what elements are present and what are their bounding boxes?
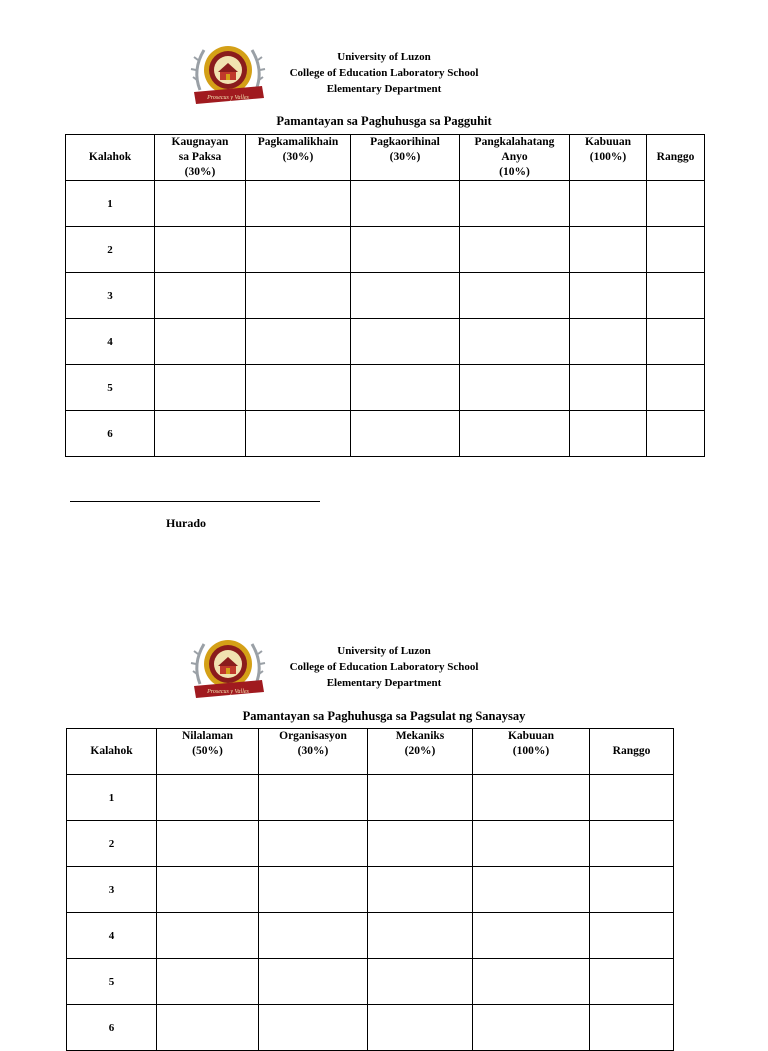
score-cell[interactable] [460, 365, 570, 411]
score-cell[interactable] [157, 775, 259, 821]
score-cell[interactable] [259, 913, 368, 959]
rank-cell[interactable] [647, 273, 705, 319]
column-header [368, 729, 473, 775]
total-cell[interactable] [570, 181, 647, 227]
signature-label: Hurado [166, 516, 207, 530]
column-header-text: Pangkalahatang Anyo (10%) [474, 136, 555, 178]
rank-cell[interactable] [647, 319, 705, 365]
rank-cell[interactable] [590, 1005, 674, 1051]
score-cell[interactable] [155, 273, 246, 319]
total-cell[interactable] [473, 913, 590, 959]
column-header-text: Kabuuan (100%) [507, 730, 555, 757]
table-row [66, 411, 705, 457]
college-name: College of Education Laboratory School [289, 661, 479, 673]
column-header [351, 135, 460, 181]
score-cell[interactable] [351, 319, 460, 365]
table-row [67, 913, 674, 959]
participant-number: 3 [67, 867, 157, 913]
participant-number: 6 [66, 411, 155, 457]
score-cell[interactable] [246, 365, 351, 411]
table-row [66, 319, 705, 365]
score-cell[interactable] [246, 411, 351, 457]
column-header-text: Mekaniks (20%) [395, 730, 445, 757]
total-cell[interactable] [570, 273, 647, 319]
total-cell[interactable] [473, 959, 590, 1005]
table-row [67, 1005, 674, 1051]
column-header-text: Pagkaorihinal (30%) [370, 136, 440, 163]
score-cell[interactable] [368, 913, 473, 959]
school-header [234, 643, 534, 691]
score-cell[interactable] [259, 867, 368, 913]
column-header [155, 135, 246, 181]
score-cell[interactable] [157, 913, 259, 959]
column-header: Ranggo [647, 135, 705, 181]
score-cell[interactable] [246, 227, 351, 273]
total-cell[interactable] [570, 319, 647, 365]
table-row [66, 227, 705, 273]
score-cell[interactable] [157, 959, 259, 1005]
college-name: College of Education Laboratory School [289, 67, 479, 79]
total-cell[interactable] [473, 1005, 590, 1051]
table-row [67, 959, 674, 1005]
total-cell[interactable] [570, 227, 647, 273]
participant-number: 4 [67, 913, 157, 959]
total-cell[interactable] [473, 867, 590, 913]
participant-number: 4 [66, 319, 155, 365]
score-cell[interactable] [460, 181, 570, 227]
rank-cell[interactable] [647, 365, 705, 411]
score-cell[interactable] [157, 1005, 259, 1051]
score-cell[interactable] [460, 273, 570, 319]
column-header [157, 729, 259, 775]
column-header-text: Kabuuan (100%) [584, 136, 632, 163]
logo-motto: Prosecus y Valles [207, 689, 249, 695]
total-cell[interactable] [473, 775, 590, 821]
total-cell[interactable] [473, 821, 590, 867]
table-row [66, 365, 705, 411]
score-cell[interactable] [368, 959, 473, 1005]
department-name: Elementary Department [326, 83, 442, 95]
score-cell[interactable] [259, 775, 368, 821]
score-cell[interactable] [460, 227, 570, 273]
score-cell[interactable] [351, 365, 460, 411]
table-row [67, 867, 674, 913]
table-row [66, 181, 705, 227]
score-cell[interactable] [155, 365, 246, 411]
participant-number: 6 [67, 1005, 157, 1051]
score-cell[interactable] [155, 227, 246, 273]
score-cell[interactable] [368, 1005, 473, 1051]
rank-cell[interactable] [647, 411, 705, 457]
score-cell[interactable] [259, 1005, 368, 1051]
school-header [234, 49, 534, 97]
rank-cell[interactable] [590, 913, 674, 959]
essay-rubric-table [66, 728, 674, 1051]
score-cell[interactable] [246, 319, 351, 365]
score-cell[interactable] [351, 273, 460, 319]
score-cell[interactable] [246, 181, 351, 227]
column-header-text: Organisasyon (30%) [279, 730, 347, 757]
column-header-text: Pagkamalikhain (30%) [257, 136, 339, 163]
score-cell[interactable] [259, 959, 368, 1005]
score-cell[interactable] [259, 821, 368, 867]
participant-number: 5 [66, 365, 155, 411]
participant-number: 3 [66, 273, 155, 319]
table-row [67, 821, 674, 867]
column-header [570, 135, 647, 181]
rubric-title-essay: Pamantayan sa Paghuhusga sa Pagsulat ng Sanaysay [242, 709, 526, 723]
score-cell[interactable] [460, 411, 570, 457]
score-cell[interactable] [351, 227, 460, 273]
participant-number: 1 [67, 775, 157, 821]
score-cell[interactable] [157, 867, 259, 913]
score-cell[interactable] [368, 821, 473, 867]
column-header: Ranggo [590, 729, 674, 775]
rank-cell[interactable] [590, 775, 674, 821]
table-header-row [67, 729, 674, 775]
column-header-text: Kaugnayan sa Paksa (30%) [171, 136, 229, 178]
score-cell[interactable] [155, 411, 246, 457]
participant-number: 2 [67, 821, 157, 867]
score-cell[interactable] [368, 867, 473, 913]
column-header [473, 729, 590, 775]
table-header-row [66, 135, 705, 181]
university-name: University of Luzon [337, 51, 431, 63]
rank-cell[interactable] [590, 959, 674, 1005]
score-cell[interactable] [460, 319, 570, 365]
column-header [259, 729, 368, 775]
column-header [460, 135, 570, 181]
column-header: Kalahok [66, 135, 155, 181]
participant-number: 1 [66, 181, 155, 227]
signature-line[interactable] [70, 501, 320, 502]
column-header: Kalahok [67, 729, 157, 775]
score-cell[interactable] [368, 775, 473, 821]
score-cell[interactable] [155, 181, 246, 227]
participant-number: 5 [67, 959, 157, 1005]
rank-cell[interactable] [647, 227, 705, 273]
rank-cell[interactable] [590, 867, 674, 913]
university-name: University of Luzon [337, 645, 431, 657]
logo-motto: Prosecus y Valles [207, 95, 249, 101]
rubric-title-drawing: Pamantayan sa Paghuhusga sa Pagguhit [276, 114, 492, 128]
rank-cell[interactable] [590, 821, 674, 867]
table-row [66, 273, 705, 319]
department-name: Elementary Department [326, 677, 442, 689]
score-cell[interactable] [351, 181, 460, 227]
score-cell[interactable] [246, 273, 351, 319]
column-header [246, 135, 351, 181]
score-cell[interactable] [155, 319, 246, 365]
drawing-rubric-table [65, 134, 705, 457]
total-cell[interactable] [570, 365, 647, 411]
score-cell[interactable] [351, 411, 460, 457]
column-header-text: Nilalaman (50%) [181, 730, 234, 757]
rank-cell[interactable] [647, 181, 705, 227]
total-cell[interactable] [570, 411, 647, 457]
table-row [67, 775, 674, 821]
score-cell[interactable] [157, 821, 259, 867]
participant-number: 2 [66, 227, 155, 273]
